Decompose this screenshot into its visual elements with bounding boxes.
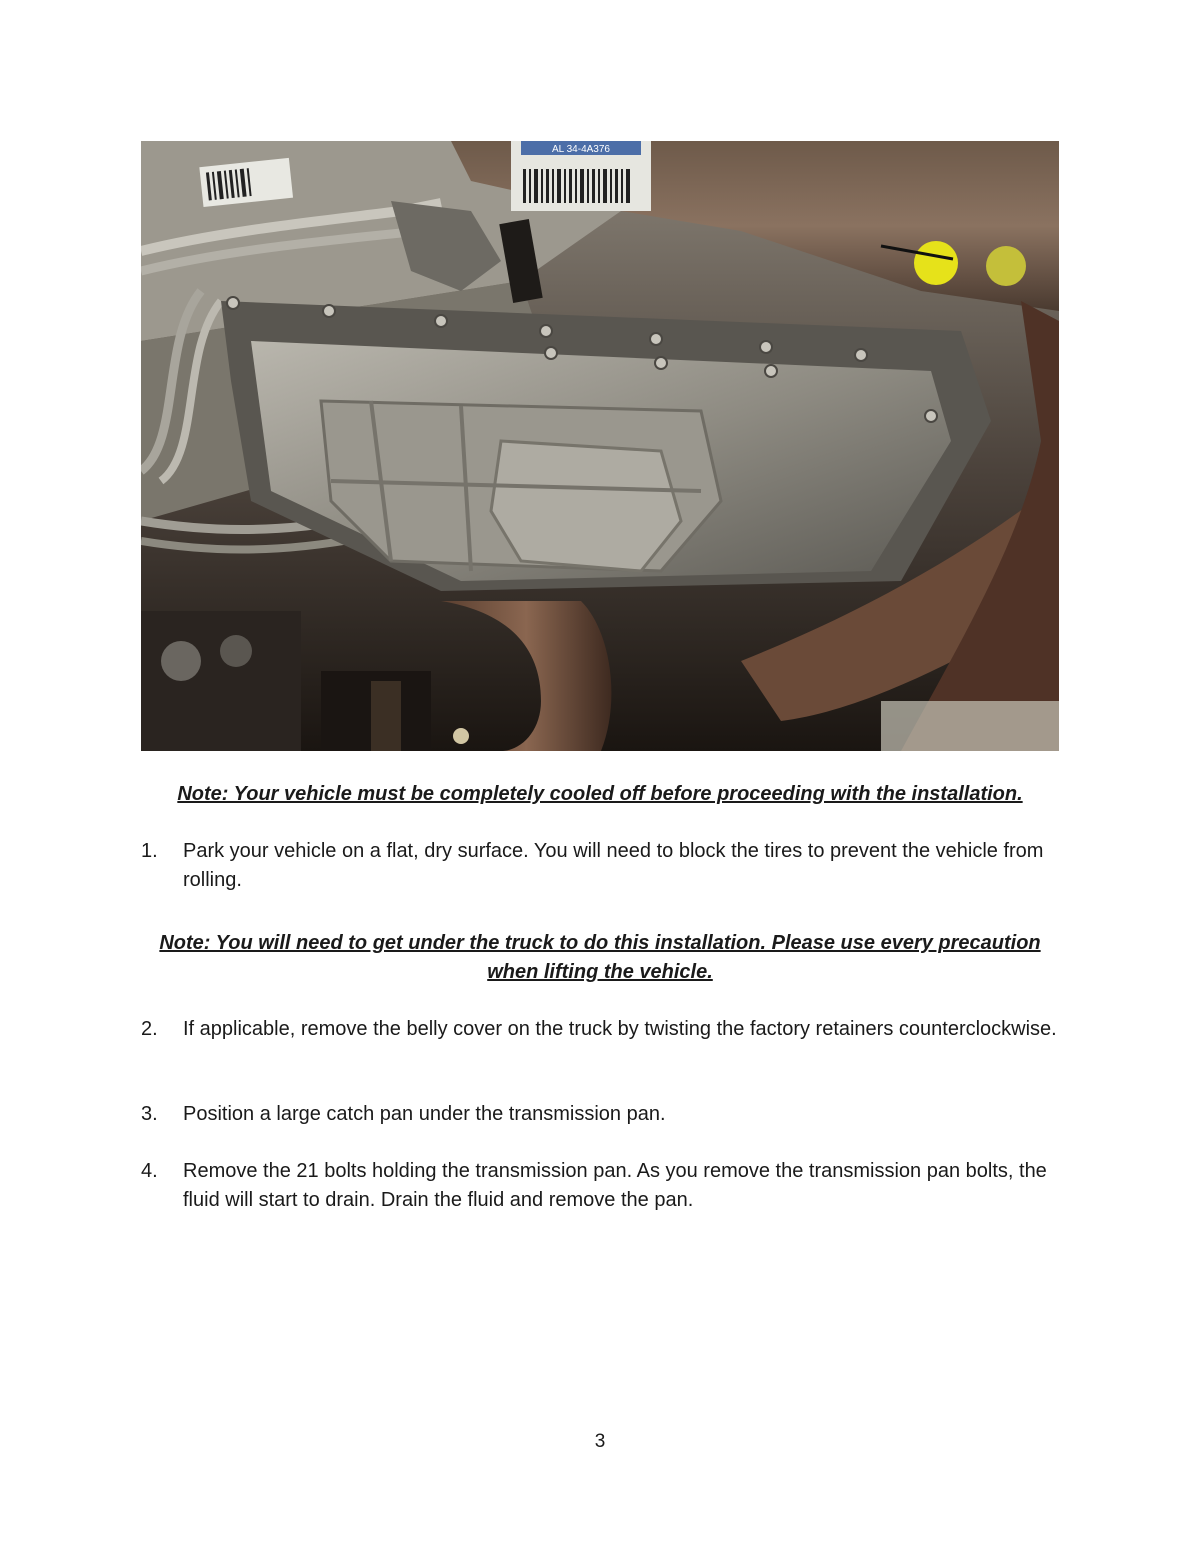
step-text: Position a large catch pan under the transmission pan.: [183, 1103, 666, 1125]
step-3: [141, 1100, 1059, 1129]
step-number: 1.: [141, 840, 158, 862]
driveshaft-label-text: AL 34-4A376: [551, 144, 611, 155]
page-number: 3: [594, 1431, 606, 1452]
step-2: [141, 1015, 1059, 1044]
safety-note: Note: You will need to get under the truck to do this installation. Please use every precaution when lifting the vehicle.: [159, 932, 1041, 983]
step-4: [141, 1157, 1059, 1215]
cooldown-note: Note: Your vehicle must be completely cooled off before proceeding with the installation.: [177, 783, 1023, 805]
step-text: Park your vehicle on a flat, dry surface. You will need to block the tires to prevent the vehicle from rolling.: [183, 840, 1044, 891]
step-number: 2.: [141, 1018, 158, 1040]
step-text: Remove the 21 bolts holding the transmission pan. As you remove the transmission pan bolts, the fluid will start to drain. Drain the fluid and remove the pan.: [183, 1160, 1047, 1211]
step-number: 3.: [141, 1103, 158, 1125]
step-1: [141, 837, 1059, 895]
transmission-pan-photo: [141, 141, 1059, 751]
step-number: 4.: [141, 1160, 158, 1182]
step-text: If applicable, remove the belly cover on the truck by twisting the factory retainers counterclockwise.: [183, 1018, 1057, 1040]
